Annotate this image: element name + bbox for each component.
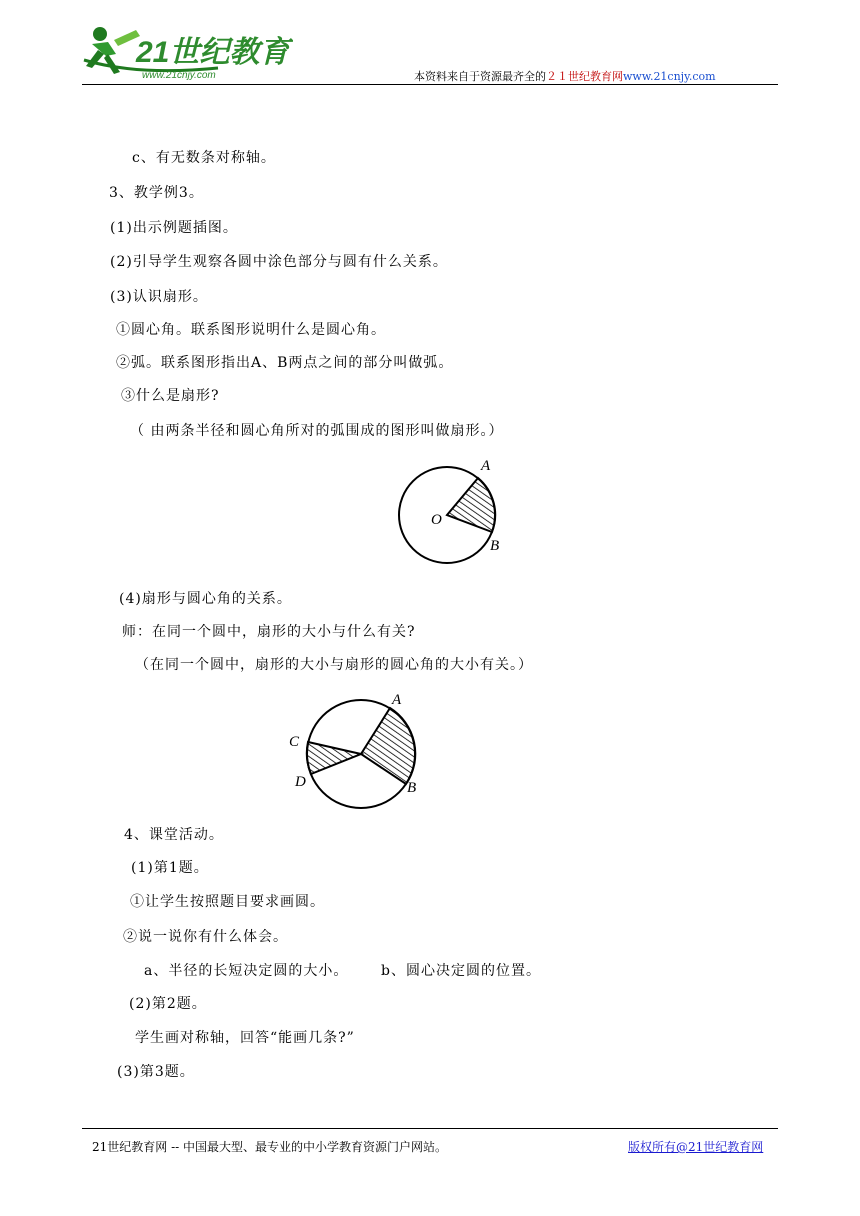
label-a: A <box>481 458 491 474</box>
label-o: O <box>431 512 442 528</box>
shaded-sector-ab <box>361 708 415 784</box>
label-b: B <box>407 780 417 796</box>
text-line: ①圆心角。联系图形说明什么是圆心角。 <box>116 322 386 338</box>
sector-figure-2 <box>286 686 436 812</box>
label-d: D <box>295 774 306 790</box>
shaded-sector <box>447 478 495 532</box>
header-divider <box>82 84 778 85</box>
site-logo <box>78 20 293 90</box>
label-a: A <box>392 692 402 708</box>
text-line: ①让学生按照题目要求画圆。 <box>130 894 325 910</box>
header-site-url[interactable]: www.21cnjy.com <box>623 70 716 83</box>
text-line: 4、课堂活动。 <box>124 827 224 843</box>
footer-text: 21世纪教育网 -- 中国最大型、最专业的中小学教育资源门户网站。 <box>92 1140 448 1154</box>
text-line: (1)出示例题插图。 <box>110 220 238 236</box>
footer-divider <box>82 1128 778 1129</box>
text-line: 学生画对称轴，回答“能画几条?” <box>135 1030 355 1046</box>
header-site-name: ２１世纪教育网 <box>546 70 623 83</box>
text-line: a、半径的长短决定圆的大小。 b、圆心决定圆的位置。 <box>144 963 542 979</box>
copyright-link[interactable]: 版权所有@21世纪教育网 <box>628 1140 764 1154</box>
text-line: (2)第2题。 <box>129 996 207 1012</box>
svg-text:www.21cnjy.com: www.21cnjy.com <box>142 70 216 81</box>
svg-text:21世纪教育: 21世纪教育 <box>136 36 290 69</box>
shaded-sector-cd <box>307 742 361 774</box>
text-line: ③什么是扇形? <box>121 388 220 404</box>
runner-logo-icon <box>78 20 293 90</box>
text-line: c、有无数条对称轴。 <box>132 150 276 166</box>
label-c: C <box>289 734 300 750</box>
text-line: (1)第1题。 <box>131 860 209 876</box>
text-line: ②弧。联系图形指出A、B两点之间的部分叫做弧。 <box>116 355 454 371</box>
text-line: (4)扇形与圆心角的关系。 <box>119 591 292 607</box>
header-source-text: 本资料来自于资源最齐全的２１世纪教育网www.21cnjy.com <box>414 70 716 83</box>
text-line: （ 由两条半径和圆心角所对的弧围成的图形叫做扇形。） <box>130 423 504 439</box>
text-line: （在同一个圆中，扇形的大小与扇形的圆心角的大小有关。） <box>135 657 533 673</box>
label-b: B <box>490 538 500 554</box>
text-line: ②说一说你有什么体会。 <box>123 929 288 945</box>
text-line: (2)引导学生观察各圆中涂色部分与圆有什么关系。 <box>110 254 448 270</box>
text-line: (3)认识扇形。 <box>110 289 208 305</box>
text-line: (3)第3题。 <box>117 1064 195 1080</box>
text-line: 3、教学例3。 <box>109 185 204 201</box>
sector-figure-1 <box>394 450 524 570</box>
text-line: 师：在同一个圆中，扇形的大小与什么有关? <box>122 624 416 640</box>
